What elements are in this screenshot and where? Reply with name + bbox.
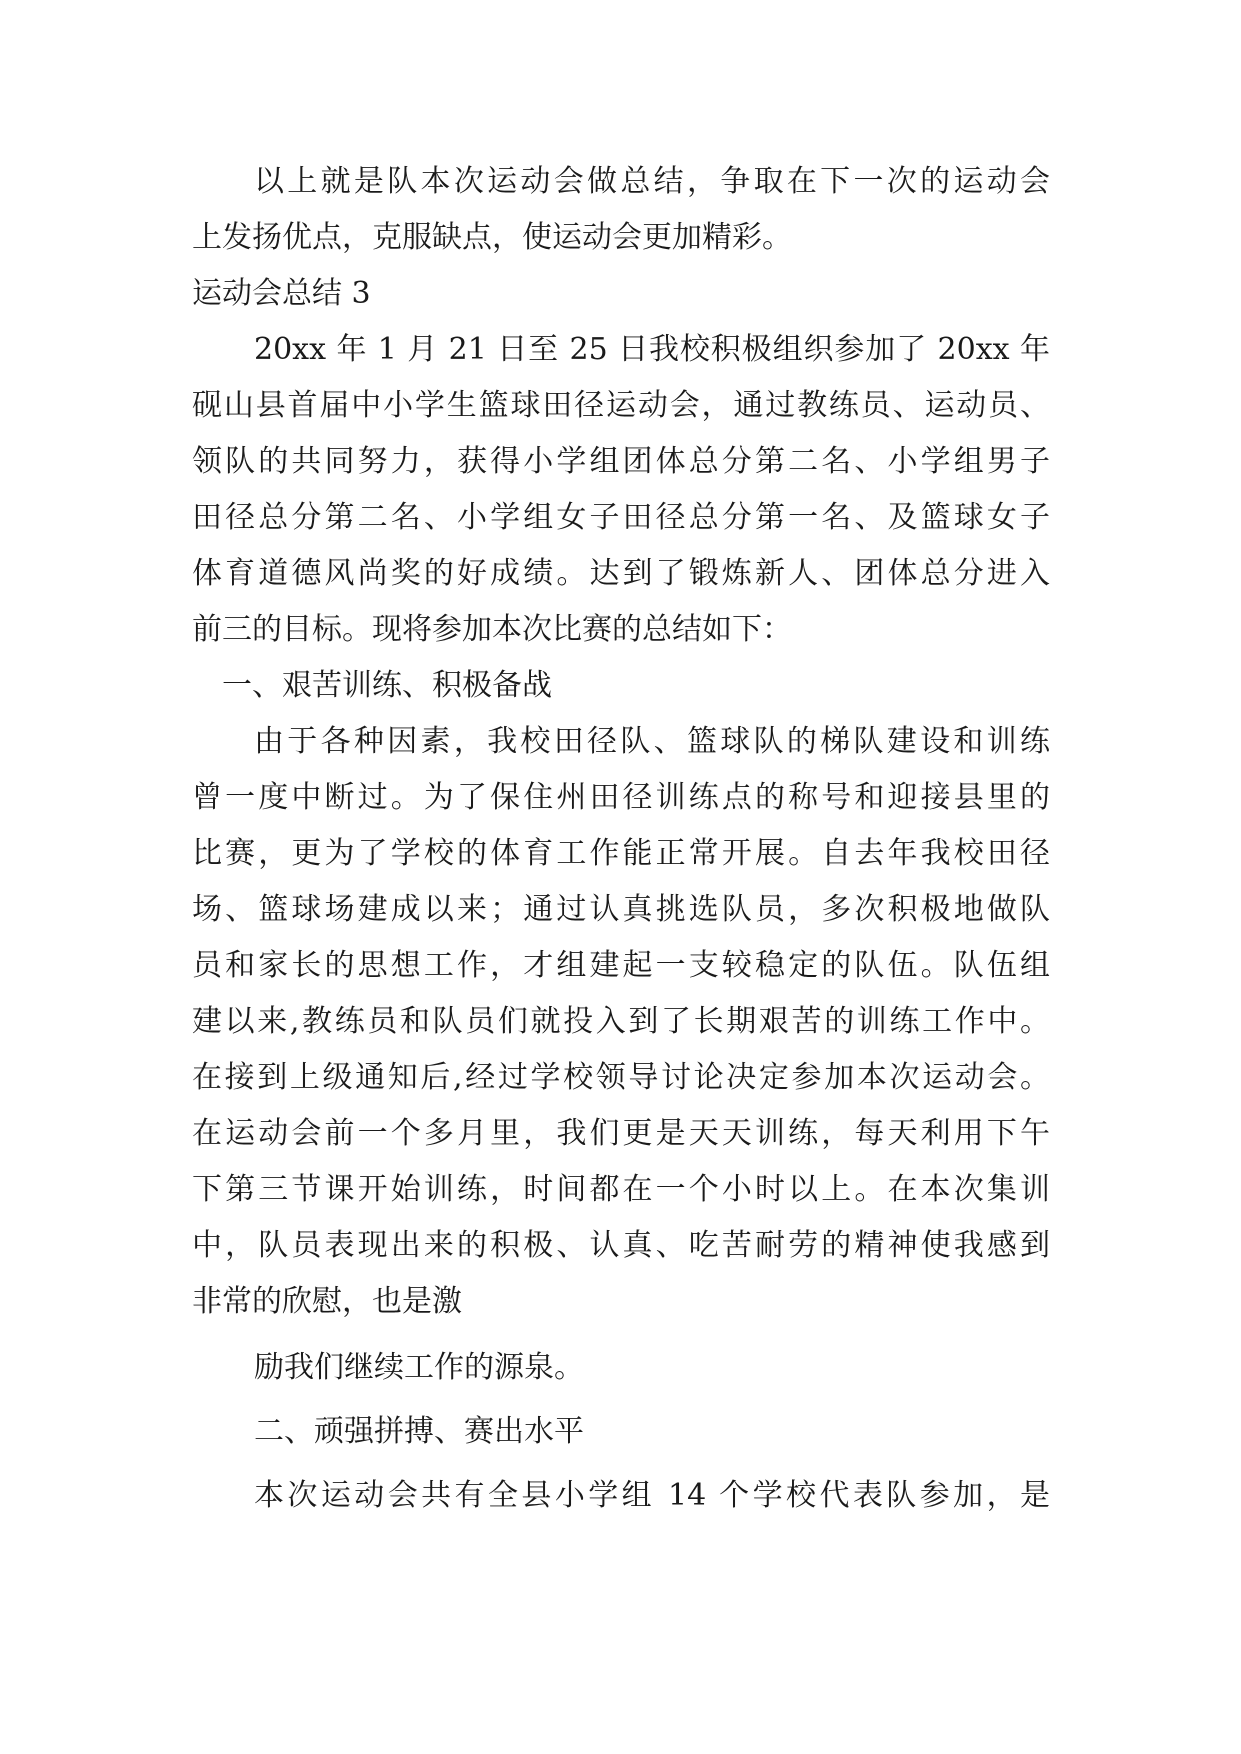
paragraph-line: 上发扬优点，克服缺点，使运动会更加精彩。 (192, 220, 792, 255)
paragraph-line: 在接到上级通知后,经过学校领导讨论决定参加本次运动会。 (192, 1060, 1050, 1095)
paragraph-line: 20xx 年 1 月 21 日至 25 日我校积极组织参加了 20xx 年 (254, 332, 1050, 367)
paragraph-line: 领队的共同努力，获得小学组团体总分第二名、小学组男子 (192, 444, 1050, 479)
paragraph-line: 场、篮球场建成以来；通过认真挑选队员，多次积极地做队 (192, 892, 1050, 927)
paragraph-line: 非常的欣慰，也是激 (192, 1284, 462, 1319)
paragraph-line: 下第三节课开始训练，时间都在一个小时以上。在本次集训 (192, 1172, 1050, 1207)
paragraph-line: 田径总分第二名、小学组女子田径总分第一名、及篮球女子 (192, 500, 1050, 535)
paragraph-line: 在运动会前一个多月里，我们更是天天训练，每天利用下午 (192, 1116, 1050, 1151)
paragraph-line: 建以来,教练员和队员们就投入到了长期艰苦的训练工作中。 (192, 1004, 1050, 1039)
paragraph-line: 比赛，更为了学校的体育工作能正常开展。自去年我校田径 (192, 836, 1050, 871)
subheading: 二、顽强拼搏、赛出水平 (254, 1414, 584, 1449)
paragraph-line: 以上就是队本次运动会做总结，争取在下一次的运动会 (254, 164, 1050, 199)
paragraph-line: 本次运动会共有全县小学组 14 个学校代表队参加，是 (254, 1478, 1050, 1513)
paragraph-line: 中，队员表现出来的积极、认真、吃苦耐劳的精神使我感到 (192, 1228, 1050, 1263)
paragraph-line: 员和家长的思想工作，才组建起一支较稳定的队伍。队伍组 (192, 948, 1050, 983)
paragraph-line: 砚山县首届中小学生篮球田径运动会，通过教练员、运动员、 (192, 388, 1050, 423)
paragraph-line: 由于各种因素，我校田径队、篮球队的梯队建设和训练 (254, 724, 1050, 759)
paragraph-line: 励我们继续工作的源泉。 (254, 1350, 584, 1385)
section-heading: 运动会总结 3 (192, 276, 371, 311)
paragraph-line: 前三的目标。现将参加本次比赛的总结如下： (192, 612, 792, 647)
paragraph-line: 曾一度中断过。为了保住州田径训练点的称号和迎接县里的 (192, 780, 1050, 815)
subheading: 一、艰苦训练、积极备战 (222, 668, 552, 703)
paragraph-line: 体育道德风尚奖的好成绩。达到了锻炼新人、团体总分进入 (192, 556, 1050, 591)
